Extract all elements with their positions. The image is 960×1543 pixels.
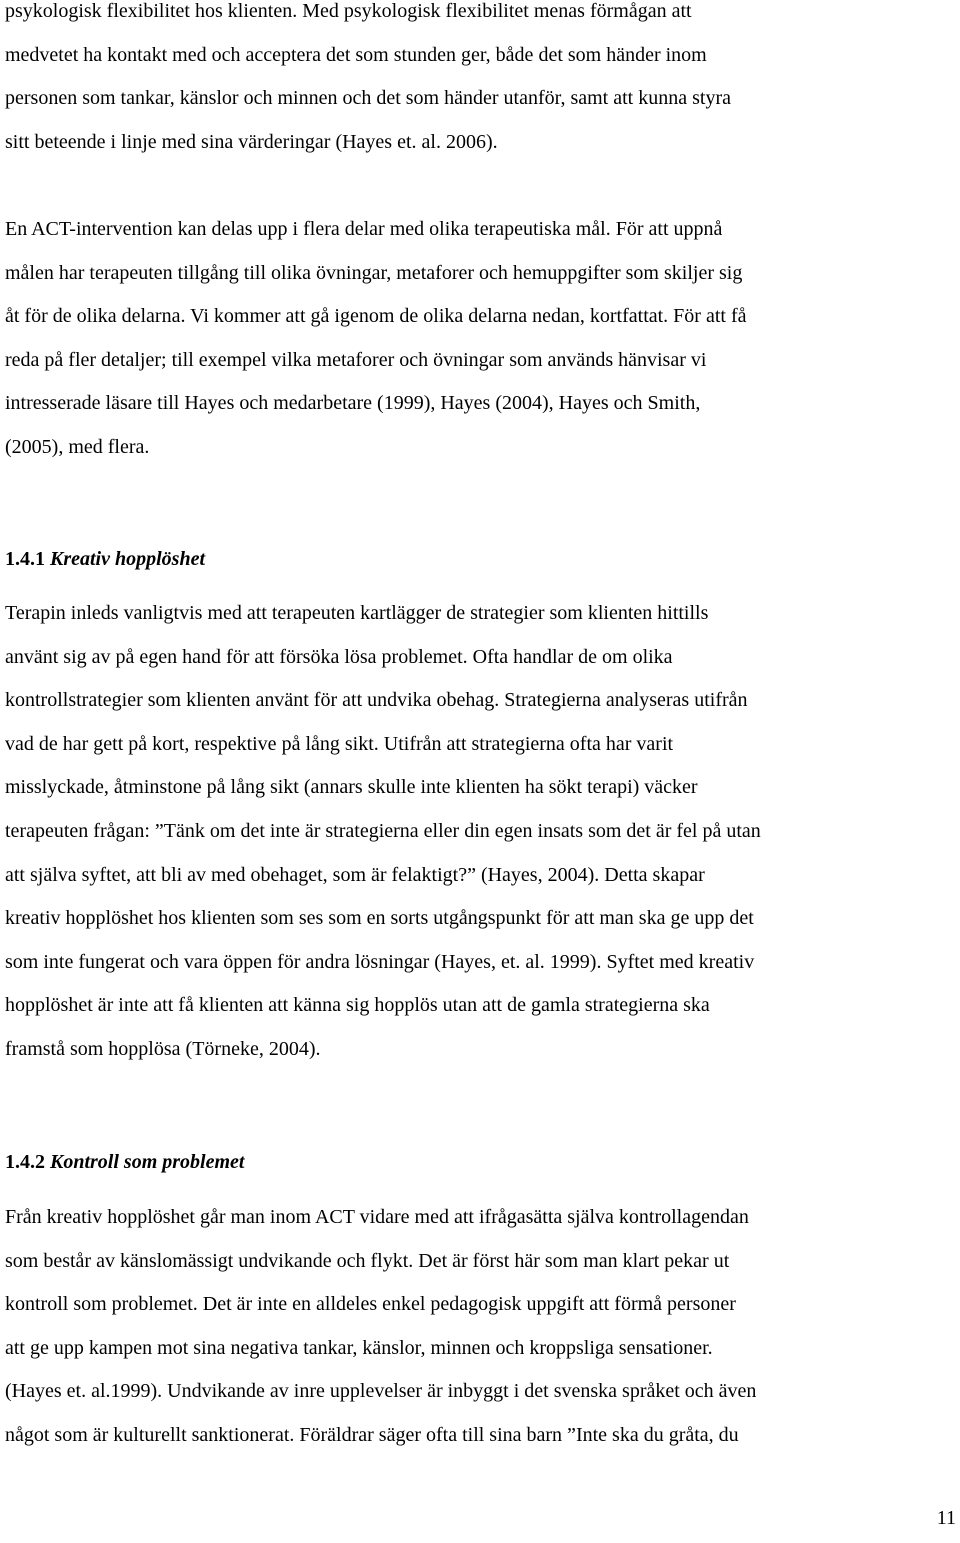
text-line: (2005), med flera. (5, 435, 150, 458)
section-title: Kontroll som problemet (50, 1151, 245, 1173)
section-heading-2 (5, 1141, 244, 1185)
text-line: något som är kulturellt sanktionerat. Föräldrar säger ofta till sina barn ”Inte ska du gråta, du (5, 1423, 739, 1446)
section-number: 1.4.2 (5, 1151, 45, 1173)
section-1-body (5, 592, 761, 1072)
text-line: misslyckade, åtminstone på lång sikt (annars skulle inte klienten ha sökt terapi) väcker (5, 776, 698, 799)
paragraph-text (5, 1196, 756, 1458)
text-line: som består av känslomässigt undvikande och flykt. Det är först här som man klart pekar ut (5, 1249, 730, 1272)
text-line: Terapin inleds vanligtvis med att terapeuten kartlägger de strategier som klienten hittills (5, 602, 709, 624)
section-title: Kreativ hopplöshet (50, 548, 206, 570)
section-2-body (5, 1196, 756, 1458)
text-line: vad de har gett på kort, respektive på lång sikt. Utifrån att strategierna ofta har varit (5, 732, 674, 755)
text-line: att ge upp kampen mot sina negativa tankar, känslor, minnen och kroppsliga sensationer. (5, 1336, 713, 1359)
text-line: medvetet ha kontakt med och acceptera det som stunden ger, både det som händer inom (5, 43, 707, 66)
paragraph-text (5, 592, 761, 1072)
text-line: intresserade läsare till Hayes och medarbetare (1999), Hayes (2004), Hayes och Smith, (5, 392, 701, 415)
text-line: hopplöshet är inte att få klienten att känna sig hopplös utan att de gamla strategierna ska (5, 994, 710, 1017)
text-line: använt sig av på egen hand för att försöka lösa problemet. Ofta handlar de om olika (5, 645, 673, 668)
text-line: (Hayes et. al.1999). Undvikande av inre upplevelser är inbyggt i det svenska språket och även (5, 1380, 757, 1403)
text-line: målen har terapeuten tillgång till olika övningar, metaforer och hemuppgifter som skiljer sig (5, 261, 743, 284)
text-line: terapeuten frågan: ”Tänk om det inte är strategierna eller din egen insats som det är fel på utan (5, 819, 761, 842)
text-line: åt för de olika delarna. Vi kommer att gå igenom de olika delarna nedan, kortfattat. För att få (5, 305, 747, 328)
paragraph-text (5, 208, 747, 470)
page-number: 11 (936, 1507, 956, 1529)
text-line: personen som tankar, känslor och minnen och det som händer utanför, samt att kunna styra (5, 87, 731, 110)
text-line: kontrollstrategier som klienten använt för att undvika obehag. Strategierna analyseras utifrån (5, 689, 748, 712)
text-line: reda på fler detaljer; till exempel vilka metaforer och övningar som används hänvisar vi (5, 348, 707, 371)
text-line: Från kreativ hopplöshet går man inom ACT vidare med att ifrågasätta själva kontrollagendan (5, 1206, 749, 1228)
section-number: 1.4.1 (5, 548, 45, 570)
text-line: framstå som hopplösa (Törneke, 2004). (5, 1037, 321, 1060)
paragraph-text (5, 0, 731, 164)
text-line: kreativ hopplöshet hos klienten som ses som en sorts utgångspunkt för att man ska ge upp det (5, 907, 754, 930)
text-line: En ACT-intervention kan delas upp i flera delar med olika terapeutiska mål. För att uppnå (5, 218, 723, 240)
paragraph-1 (5, 0, 731, 164)
text-line: kontroll som problemet. Det är inte en alldeles enkel pedagogisk uppgift att förmå personer (5, 1293, 736, 1316)
text-line: psykologisk flexibilitet hos klienten. Med psykologisk flexibilitet menas förmågan att (5, 0, 692, 22)
paragraph-2 (5, 208, 747, 470)
section-heading-1 (5, 538, 205, 582)
text-line: att själva syftet, att bli av med obehaget, som är felaktigt?” (Hayes, 2004). Detta skapar (5, 863, 705, 886)
text-line: sitt beteende i linje med sina värderingar (Hayes et. al. 2006). (5, 130, 498, 153)
text-line: som inte fungerat och vara öppen för andra lösningar (Hayes, et. al. 1999). Syftet med kreativ (5, 950, 755, 973)
